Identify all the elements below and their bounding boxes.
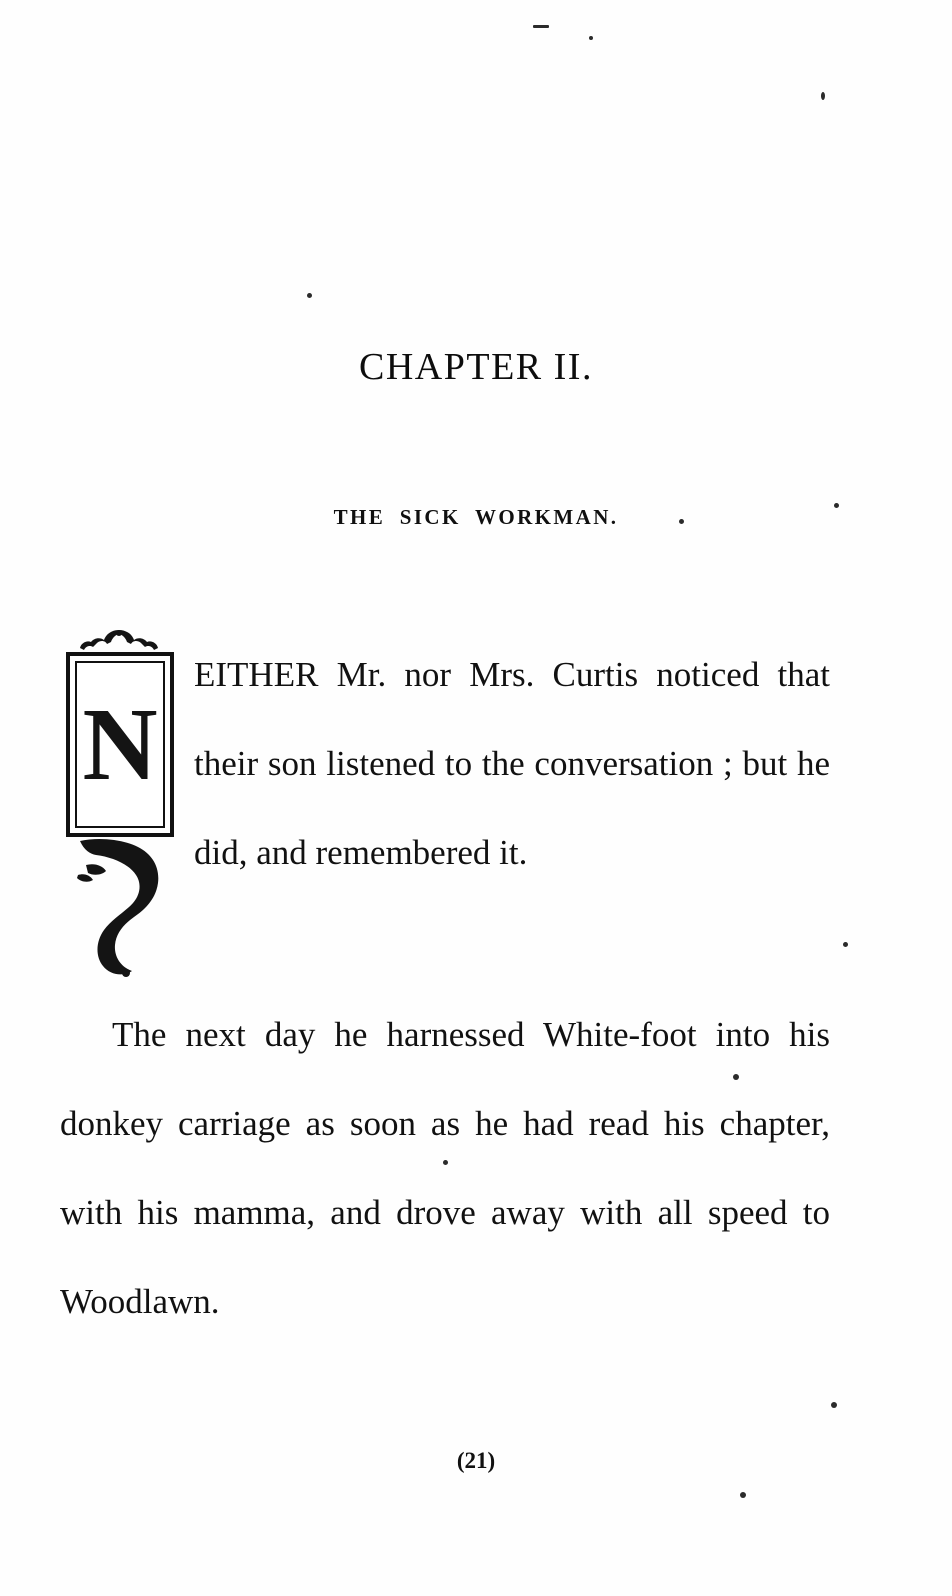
initial-frame	[66, 652, 174, 837]
body-text	[60, 630, 830, 1346]
chapter-heading: CHAPTER II.	[359, 346, 593, 388]
ornament-bottom-icon	[68, 835, 172, 985]
scan-mark	[533, 25, 549, 28]
scan-mark	[843, 942, 848, 947]
page-number: (21)	[456, 1448, 496, 1473]
scan-mark	[589, 36, 593, 40]
decorated-initial	[60, 630, 182, 990]
scan-mark	[307, 293, 312, 298]
drop-cap-letter: N	[82, 686, 158, 802]
section-heading: THE SICK WORKMAN.	[333, 505, 619, 529]
scan-mark	[831, 1402, 837, 1408]
scan-mark	[740, 1492, 746, 1498]
scan-mark	[821, 92, 825, 100]
paragraph-1: EITHER Mr. nor Mrs. Curtis noticed that their son listened to the conversation ; but he did, and remembered it.	[194, 655, 830, 872]
paragraph-2: The next day he harnessed White-foot into his donkey carriage as soon as he had read his chapter, with his mamma, and drove away with all speed to Woodlawn.	[60, 1015, 830, 1321]
